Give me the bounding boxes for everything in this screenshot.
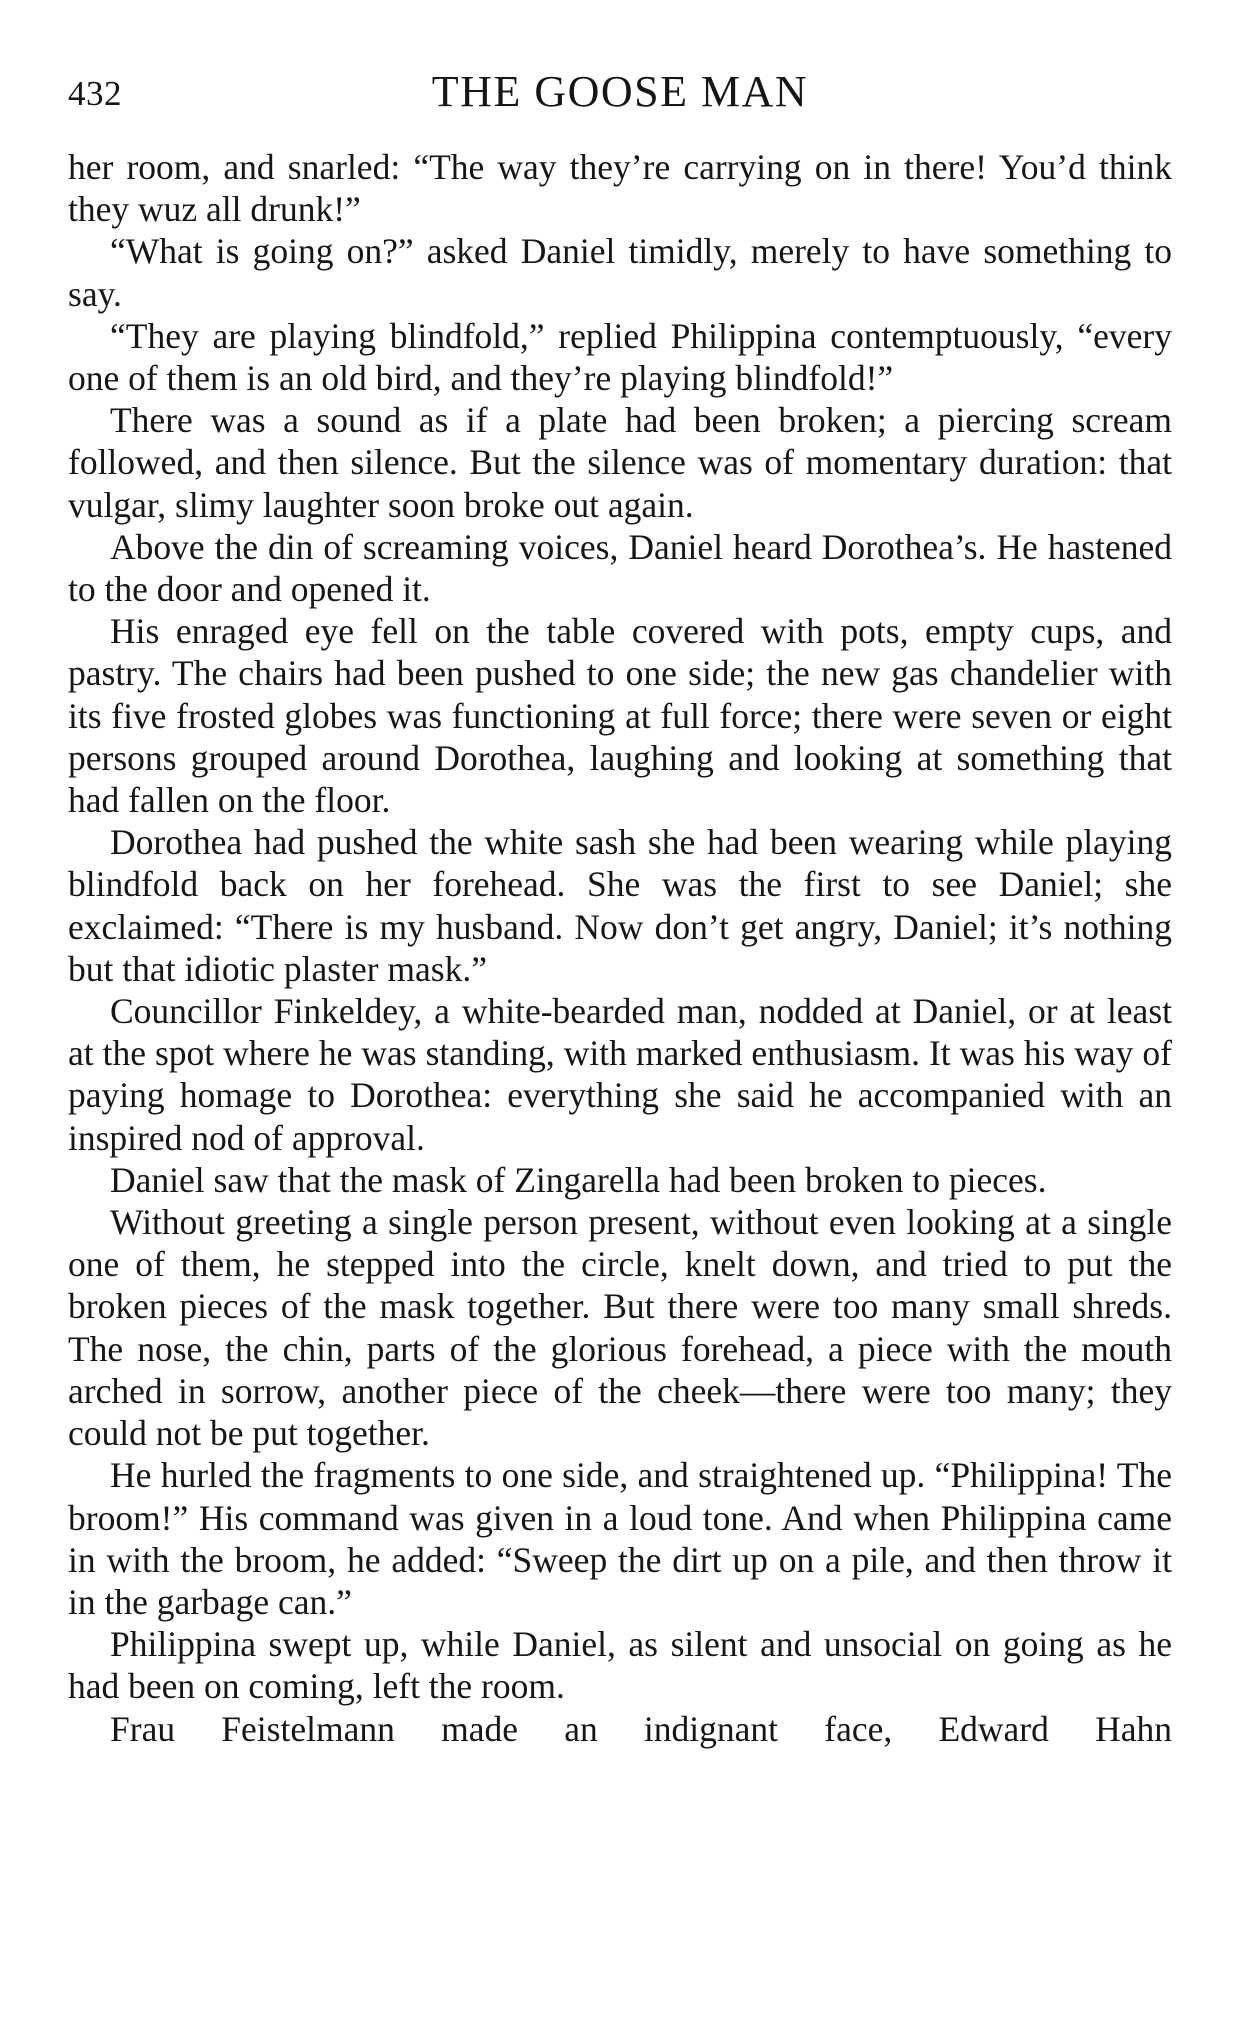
running-title: THE GOOSE MAN — [431, 67, 809, 116]
paragraph: Above the din of screaming voices, Daniel heard Dorothea’s. He hastened to the door and opened it. — [68, 526, 1172, 610]
paragraph: her room, and snarled: “The way they’re carrying on in there! You’d think they wuz all drunk!” — [68, 147, 1172, 230]
paragraph: Without greeting a single person present, without even looking at a single one of them, he stepped into the circle, knelt down, and tried to put the broken pieces of the mask together. But there were too many small shreds. The nose, the chin, parts of the glorious forehead, a piece with the mouth arched in sorrow, another piece of the cheek—there were too many; they could not be put together. — [68, 1202, 1172, 1454]
paragraph: Daniel saw that the mask of Zingarella had been broken to pieces. — [110, 1159, 1047, 1200]
paragraph: Frau Feistelmann made an indignant face, Edward Hahn — [110, 1708, 1172, 1749]
paragraph: He hurled the fragments to one side, and straightened up. “Philippina! The broom!” His command was given in a loud tone. And when Philippina came in with the broom, he added: “Sweep the dirt up on a pile, and then throw it in the garbage can.” — [68, 1455, 1172, 1622]
paragraph: Councillor Finkeldey, a white-bearded man, nodded at Daniel, or at least at the spot where he was standing, with marked enthusiasm. It was his way of paying homage to Dorothea: everything she said he accompanied with an inspired nod of approval. — [68, 991, 1172, 1158]
paragraph: “They are playing blindfold,” replied Philippina contemptuously, “every one of them is an old bird, and they’re playing blindfold!” — [68, 315, 1172, 399]
paragraph: Dorothea had pushed the white sash she had been wearing while playing blindfold back on her forehead. She was the first to see Daniel; she exclaimed: “There is my husband. Now don’t get angry, Daniel; it’s nothing but that idiotic plaster mask.” — [68, 822, 1172, 989]
paragraph: Philippina swept up, while Daniel, as silent and unsocial on going as he had been on coming, left the room. — [68, 1624, 1172, 1707]
running-head — [68, 62, 1172, 122]
page-number: 432 — [68, 74, 122, 113]
body-text — [68, 146, 1172, 1750]
paragraph: His enraged eye fell on the table covered with pots, empty cups, and pastry. The chairs had been pushed to one side; the new gas chandelier with its five frosted globes was functioning at full force; there were seven or eight persons grouped around Dorothea, laughing and looking at something that had fallen on the floor. — [68, 611, 1172, 821]
paragraph: “What is going on?” asked Daniel timidly, merely to have something to say. — [68, 231, 1172, 314]
paragraph: There was a sound as if a plate had been broken; a piercing scream followed, and then silence. But the silence was of momentary duration: that vulgar, slimy laughter soon broke out again. — [68, 400, 1172, 525]
